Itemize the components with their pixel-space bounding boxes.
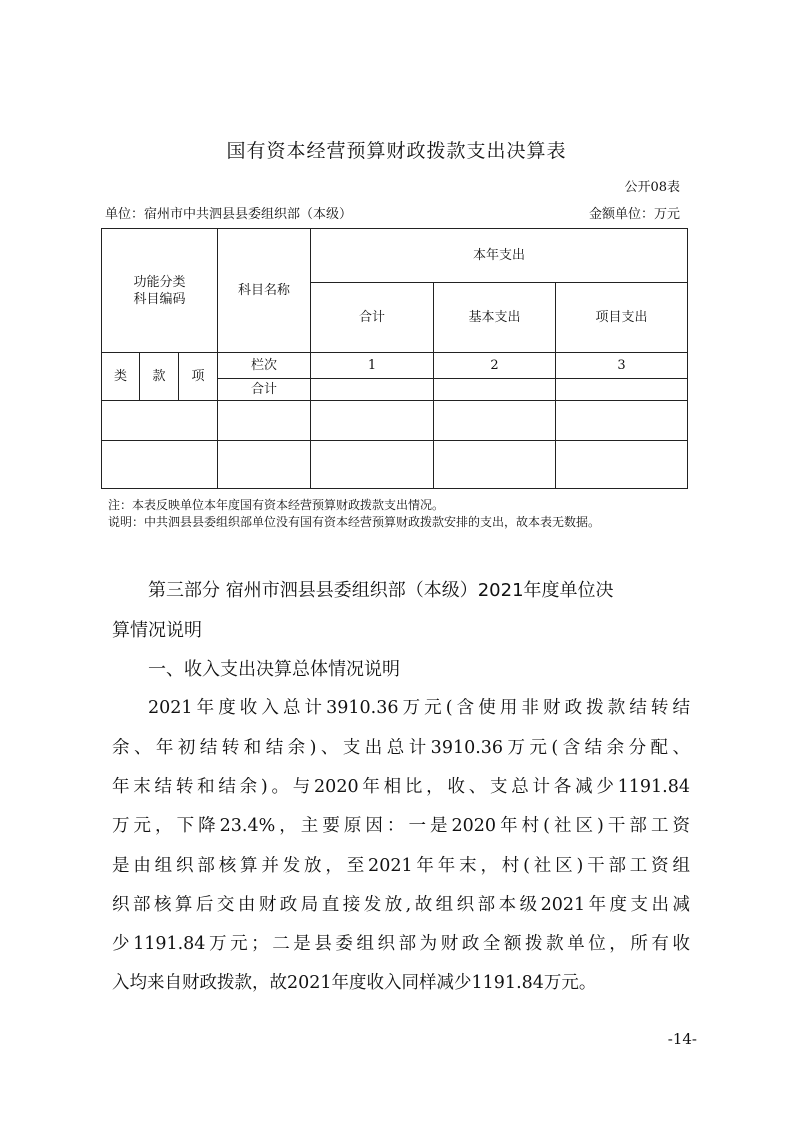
col-number-1: 1	[311, 353, 434, 379]
table-cell	[434, 401, 556, 441]
paragraph-line: 入均来自财政拨款，故2021年度收入同样减少1191.84万元。	[112, 973, 597, 993]
table-cell	[556, 401, 688, 441]
budget-table	[101, 228, 688, 489]
table-cell	[556, 379, 688, 401]
header-function-label: 功能分类	[133, 274, 186, 290]
paragraph-line: 少1191.84万元；二是县委组织部为财政全额拨款单位，所有收	[112, 934, 690, 954]
table-cell	[102, 401, 218, 441]
row-total-label: 合计	[218, 379, 311, 401]
subsection-heading: 一、收入支出决算总体情况说明	[148, 659, 400, 680]
header-subject-name: 科目名称	[218, 229, 311, 353]
header-project: 项目支出	[556, 283, 688, 353]
paragraph-line: 织部核算后交由财政局直接发放,故组织部本级2021年度支出减	[112, 895, 690, 915]
table-cell	[556, 441, 688, 489]
paragraph-line: 2021年度收入总计3910.36万元(含使用非财政拨款结转结	[148, 698, 690, 718]
table-code: 公开08表	[624, 180, 680, 195]
table-cell	[434, 441, 556, 489]
table-cell	[311, 379, 434, 401]
header-lei: 类	[102, 353, 140, 401]
col-number-3: 3	[556, 353, 688, 379]
amount-unit-label: 金额单位：万元	[588, 207, 680, 222]
section-title-line1: 第三部分 宿州市泗县县委组织部（本级）2021年度单位决	[148, 580, 614, 601]
table-cell	[218, 441, 311, 489]
header-total: 合计	[311, 283, 434, 353]
section-title-line2: 算情况说明	[112, 620, 202, 641]
table-row	[102, 441, 688, 489]
header-function-code	[102, 229, 218, 353]
table-title: 国有资本经营预算财政拨款支出决算表	[226, 140, 567, 162]
row-lanci: 栏次	[218, 353, 311, 379]
header-kuan: 款	[140, 353, 179, 401]
table-cell	[434, 379, 556, 401]
paragraph-line: 余、年初结转和结余)、支出总计3910.36万元(含结余分配、	[112, 738, 690, 758]
header-code-label: 科目编码	[133, 291, 186, 307]
table-cell	[102, 441, 218, 489]
header-xiang: 项	[179, 353, 218, 401]
unit-label: 单位：宿州市中共泗县县委组织部（本级）	[105, 207, 353, 222]
paragraph-line: 是由组织部核算并发放，至2021年年末，村(社区)干部工资组	[112, 856, 690, 876]
col-number-2: 2	[434, 353, 556, 379]
paragraph-line: 年末结转和结余)。与2020年相比，收、支总计各减少1191.84	[112, 777, 690, 797]
paragraph-line: 万元，下降23.4%，主要原因：一是2020年村(社区)干部工资	[112, 816, 690, 836]
header-basic: 基本支出	[434, 283, 556, 353]
table-row	[102, 401, 688, 441]
table-cell	[218, 401, 311, 441]
table-note: 注：本表反映单位本年度国有资本经营预算财政拨款支出情况。	[108, 498, 445, 512]
table-cell	[311, 441, 434, 489]
page-number: -14-	[667, 1030, 697, 1048]
table-cell	[311, 401, 434, 441]
table-explanation: 说明：中共泗县县委组织部单位没有国有资本经营预算财政拨款安排的支出，故本表无数据。	[108, 515, 601, 529]
header-current-year: 本年支出	[311, 229, 688, 283]
